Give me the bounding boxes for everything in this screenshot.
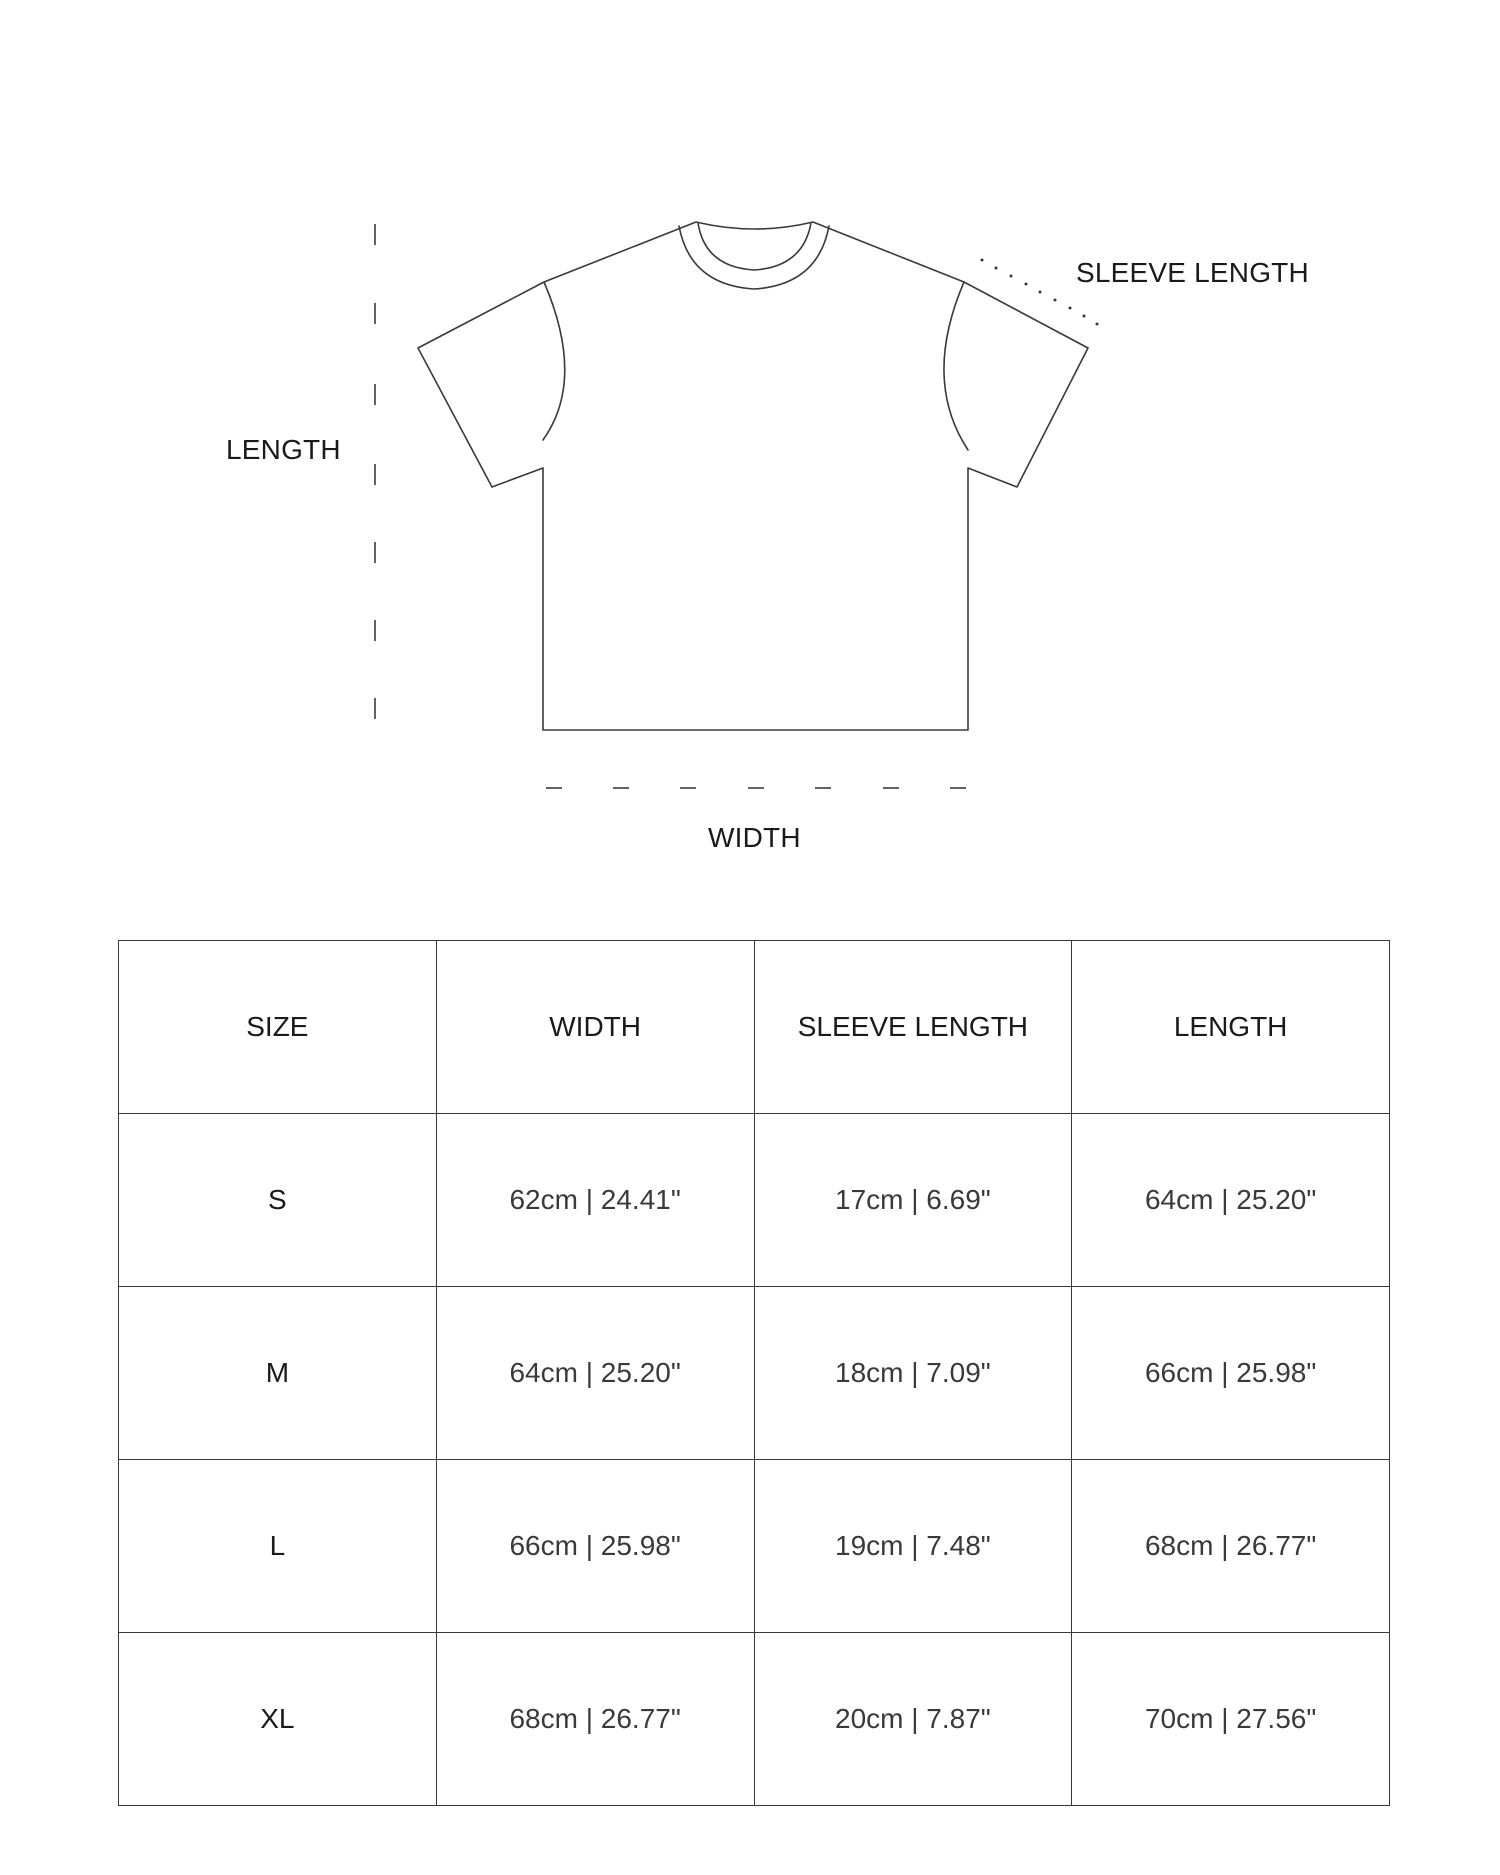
size-cell: L bbox=[119, 1460, 437, 1633]
width-cell: 62cm | 24.41" bbox=[436, 1114, 754, 1287]
table-header-row bbox=[119, 941, 1390, 1114]
table-row bbox=[119, 1287, 1390, 1460]
header-size: SIZE bbox=[119, 941, 437, 1114]
length-cell: 66cm | 25.98" bbox=[1072, 1287, 1390, 1460]
measurement-diagram bbox=[0, 0, 1500, 900]
table-row bbox=[119, 1460, 1390, 1633]
sleeve-length-label: SLEEVE LENGTH bbox=[1076, 257, 1309, 288]
length-label: LENGTH bbox=[226, 434, 341, 465]
sleeve-length-cell: 19cm | 7.48" bbox=[754, 1460, 1072, 1633]
size-cell: S bbox=[119, 1114, 437, 1287]
header-sleeve-length: SLEEVE LENGTH bbox=[754, 941, 1072, 1114]
width-label: WIDTH bbox=[708, 822, 801, 853]
size-cell: M bbox=[119, 1287, 437, 1460]
length-cell: 64cm | 25.20" bbox=[1072, 1114, 1390, 1287]
left-armhole bbox=[543, 282, 565, 440]
shirt-outline bbox=[418, 222, 1088, 730]
width-cell: 66cm | 25.98" bbox=[436, 1460, 754, 1633]
length-cell: 68cm | 26.77" bbox=[1072, 1460, 1390, 1633]
size-chart-table bbox=[118, 940, 1390, 1806]
sleeve-length-cell: 18cm | 7.09" bbox=[754, 1287, 1072, 1460]
size-cell: XL bbox=[119, 1633, 437, 1806]
sleeve-length-cell: 20cm | 7.87" bbox=[754, 1633, 1072, 1806]
collar-inner bbox=[698, 223, 811, 270]
t-shirt-outline-icon bbox=[0, 0, 1500, 900]
width-cell: 68cm | 26.77" bbox=[436, 1633, 754, 1806]
header-length: LENGTH bbox=[1072, 941, 1390, 1114]
header-width: WIDTH bbox=[436, 941, 754, 1114]
length-cell: 70cm | 27.56" bbox=[1072, 1633, 1390, 1806]
right-armhole bbox=[944, 282, 968, 450]
table-row bbox=[119, 1633, 1390, 1806]
table-row bbox=[119, 1114, 1390, 1287]
width-cell: 64cm | 25.20" bbox=[436, 1287, 754, 1460]
sleeve-length-cell: 17cm | 6.69" bbox=[754, 1114, 1072, 1287]
